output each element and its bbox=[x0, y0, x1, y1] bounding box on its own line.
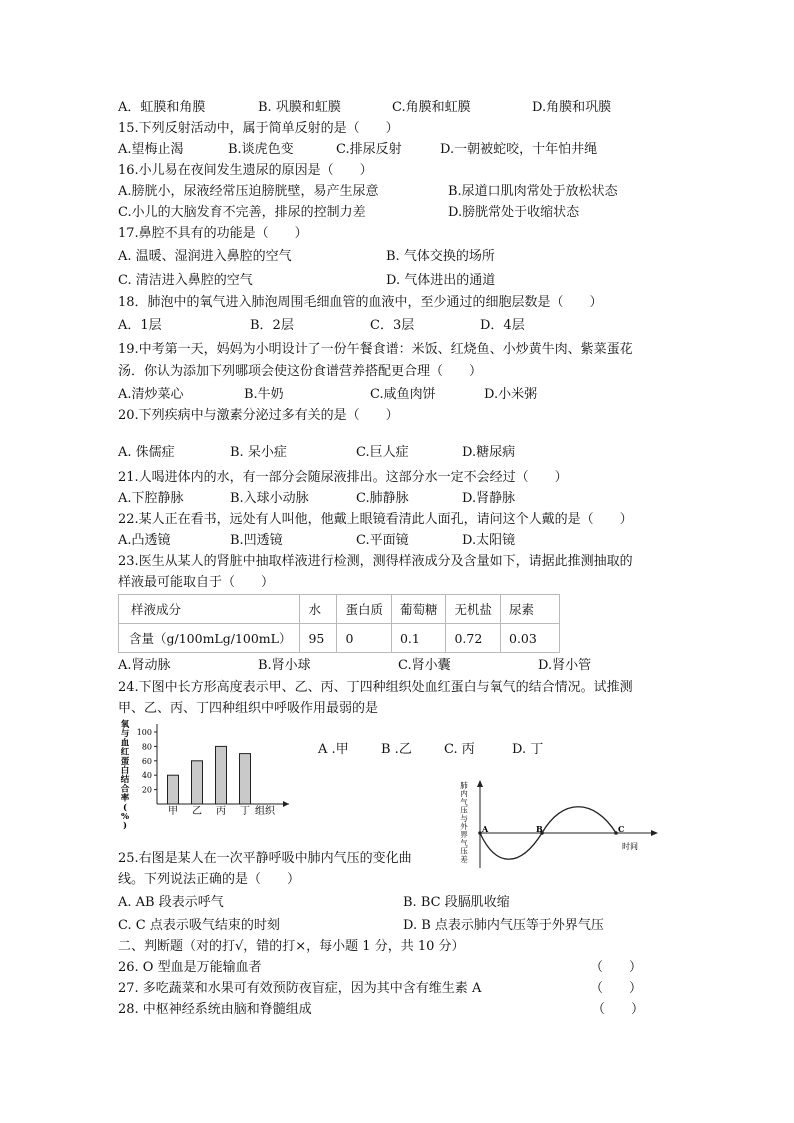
q15-stem: 15.下列反射活动中，属于简单反射的是（ ） bbox=[118, 121, 399, 136]
q17-stem: 17.鼻腔不具有的功能是（ ） bbox=[118, 226, 308, 241]
curve-y-label-char: 肺 bbox=[460, 781, 468, 790]
section-heading: 二、判断题（对的打√，错的打×，每小题 1 分，共 10 分） bbox=[118, 939, 465, 954]
bar-丁 bbox=[240, 754, 251, 804]
q24-option-d: D. 丁 bbox=[512, 742, 544, 757]
q16-option-d: D.膀胱常处于收缩状态 bbox=[448, 205, 580, 220]
q22-option-a: A.凸透镜 bbox=[118, 533, 171, 548]
q23-option-d: D.肾小管 bbox=[538, 658, 592, 673]
q19-option-d: D.小米粥 bbox=[484, 387, 538, 402]
curve-y-label-char: 外 bbox=[460, 822, 468, 831]
q25-option-c: C. C 点表示吸气结束的时刻 bbox=[118, 918, 280, 933]
y-axis-label-char: 率 bbox=[120, 793, 130, 804]
table-header-cell: 葡萄糖 bbox=[391, 595, 446, 624]
table-header-cell: 样液成分 bbox=[119, 595, 300, 624]
bar-丙 bbox=[216, 746, 227, 804]
point-c-label: C bbox=[618, 824, 625, 834]
point-a-label: A bbox=[482, 824, 489, 834]
q25-stem-line1: 25.右图是某人在一次平静呼吸中肺内气压的变化曲 bbox=[118, 851, 412, 866]
table-cell: 0.1 bbox=[391, 624, 446, 653]
q18-option-b: B．2层 bbox=[250, 318, 294, 333]
q20-option-a: A. 侏儒症 bbox=[118, 445, 175, 460]
table-header-cell: 无机盐 bbox=[446, 595, 501, 624]
bar-乙 bbox=[192, 761, 203, 804]
q14-option-b: B. 巩膜和虹膜 bbox=[258, 100, 341, 115]
x-category-label: 甲 bbox=[168, 806, 178, 817]
table-header-cell: 尿素 bbox=[501, 595, 560, 624]
q14-option-c: C.角膜和虹膜 bbox=[392, 100, 471, 115]
curve-y-label-char: 气 bbox=[460, 838, 468, 848]
table-header-cell: 蛋白质 bbox=[337, 595, 392, 624]
q21-stem: 21.人喝进体内的水，有一部分会随尿液排出。这部分水一定不会经过（ ） bbox=[118, 470, 568, 485]
q15-option-a: A.望梅止渴 bbox=[118, 142, 184, 157]
judge-item-27: 27. 多吃蔬菜和水果可有效预防夜盲症，因为其中含有维生素 A bbox=[118, 981, 482, 996]
chart-x-axis-label: 组织 bbox=[255, 806, 275, 817]
curve-y-label-char: 内 bbox=[460, 789, 468, 799]
q25-stem-line2: 线。下列说法正确的是（ ） bbox=[118, 872, 301, 887]
q22-option-d: D.太阳镜 bbox=[462, 533, 516, 548]
sample-composition-table bbox=[118, 594, 560, 653]
point-b-label: B bbox=[536, 824, 543, 834]
chart-y-axis-label bbox=[121, 719, 130, 831]
q17-option-b: B. 气体交换的场所 bbox=[386, 249, 495, 264]
q19-option-c: C.咸鱼肉饼 bbox=[370, 387, 436, 402]
q20-option-c: C.巨人症 bbox=[356, 445, 409, 460]
table-header-cell: 水 bbox=[300, 595, 337, 624]
q16-stem: 16.小儿易在夜间发生遗尿的原因是（ ） bbox=[118, 163, 373, 178]
curve-y-label-char: 压 bbox=[460, 846, 468, 856]
q17-option-c: C. 清洁进入鼻腔的空气 bbox=[118, 273, 253, 288]
q18-option-c: C．3层 bbox=[370, 318, 415, 333]
q20-option-b: B. 呆小症 bbox=[230, 445, 287, 460]
q15-option-b: B.谈虎色变 bbox=[228, 142, 294, 157]
x-axis-arrow-icon bbox=[651, 830, 658, 836]
q20-option-d: D.糖尿病 bbox=[462, 445, 516, 460]
y-axis-label-char: 蛋 bbox=[120, 756, 130, 767]
y-tick-label: 40 bbox=[141, 771, 152, 781]
q17-option-d: D. 气体进出的通道 bbox=[386, 273, 496, 288]
q23-stem-line1: 23.医生从某人的肾脏中抽取样液进行检测，测得样液成分及含量如下，请据此推测抽取的 bbox=[118, 554, 633, 569]
q20-stem: 20.下列疾病中与激素分泌过多有关的是（ ） bbox=[118, 408, 399, 423]
q25-option-b: B. BC 段膈肌收缩 bbox=[403, 895, 510, 910]
q25-option-d: D. B 点表示肺内气压等于外界气压 bbox=[403, 918, 604, 933]
judge-blank-28: （ ） bbox=[592, 1002, 645, 1017]
q18-stem: 18．肺泡中的氧气进入肺泡周围毛细血管的血液中，至少通过的细胞层数是（ ） bbox=[118, 295, 603, 310]
q24-option-c: C. 丙 bbox=[444, 742, 475, 757]
q24-stem-line2: 甲、乙、丙、丁四种组织中呼吸作用最弱的是 bbox=[118, 701, 379, 716]
y-axis-label-char: 血 bbox=[120, 738, 130, 749]
judge-blank-27: （ ） bbox=[590, 981, 643, 996]
q15-option-d: D.一朝被蛇咬，十年怕井绳 bbox=[440, 142, 598, 157]
q21-option-d: D.肾静脉 bbox=[462, 491, 516, 506]
judge-item-26: 26. O 型血是万能输血者 bbox=[118, 960, 262, 975]
table-cell: 95 bbox=[300, 624, 337, 653]
q24-option-a: A .甲 bbox=[318, 742, 349, 757]
q14-option-a: A．虹膜和角膜 bbox=[118, 100, 206, 115]
y-axis-label-char: 红 bbox=[120, 747, 130, 758]
q22-option-c: C.平面镜 bbox=[356, 533, 409, 548]
q17-option-a: A. 温暖、湿润进入鼻腔的空气 bbox=[118, 249, 292, 264]
y-axis-label-char: ) bbox=[122, 821, 128, 832]
q19-stem-line1: 19.中考第一天，妈妈为小明设计了一份午餐食谱：米饭、红烧鱼、小炒黄牛肉、紫菜蛋花 bbox=[118, 342, 633, 357]
q23-stem-line2: 样液最可能取自于（ ） bbox=[118, 575, 275, 590]
y-axis-label-char: % bbox=[120, 812, 130, 822]
oxygen-binding-bar-chart bbox=[115, 718, 295, 832]
table-cell: 0.03 bbox=[501, 624, 560, 653]
x-category-label: 乙 bbox=[192, 806, 202, 817]
y-axis-arrow-icon bbox=[477, 780, 483, 787]
q21-option-a: A.下腔静脉 bbox=[118, 491, 184, 506]
table-header-row bbox=[119, 595, 560, 624]
judge-item-28: 28. 中枢神经系统由脑和脊髓组成 bbox=[118, 1002, 312, 1017]
q23-option-a: A.肾动脉 bbox=[118, 658, 171, 673]
q22-option-b: B.凹透镜 bbox=[230, 533, 283, 548]
y-axis-label-char: ( bbox=[122, 802, 128, 813]
judge-blank-26: （ ） bbox=[590, 960, 643, 975]
q22-stem: 22.某人正在看书，远处有人叫他，他戴上眼镜看清此人面孔，请问这个人戴的是（ ） bbox=[118, 512, 633, 527]
x-category-label: 丁 bbox=[240, 806, 250, 817]
q24-stem-line1: 24.下图中长方形高度表示甲、乙、丙、丁四种组织处血红蛋白与氧气的结合情况。试推测 bbox=[118, 680, 633, 695]
y-tick-label: 20 bbox=[141, 785, 152, 795]
q18-option-a: A．1层 bbox=[118, 318, 162, 333]
q19-stem-line2: 汤．你认为添加下列哪项会使这份食谱营养搭配更合理（ ） bbox=[118, 364, 483, 379]
table-cell: 0.72 bbox=[446, 624, 501, 653]
q16-option-a: A.膀胱小，尿液经常压迫膀胱壁，易产生尿意 bbox=[118, 184, 379, 199]
curve-y-axis-label bbox=[460, 780, 468, 864]
curve-x-axis-label: 时间 bbox=[622, 842, 638, 851]
y-axis-label-char: 氧 bbox=[120, 720, 130, 730]
y-tick-label: 80 bbox=[141, 742, 152, 752]
q16-option-b: B.尿道口肌肉常处于放松状态 bbox=[448, 184, 618, 199]
q23-option-b: B.肾小球 bbox=[258, 658, 311, 673]
q21-option-c: C.肺静脉 bbox=[356, 491, 409, 506]
table-row bbox=[119, 624, 560, 653]
x-category-label: 丙 bbox=[216, 806, 226, 817]
y-tick-label: 60 bbox=[141, 756, 152, 766]
q21-option-b: B.入球小动脉 bbox=[230, 491, 309, 506]
curve-y-label-char: 界 bbox=[460, 830, 468, 840]
q16-option-c: C.小儿的大脑发育不完善，排尿的控制力差 bbox=[118, 205, 366, 220]
y-axis-label-char: 合 bbox=[120, 784, 130, 795]
q18-option-d: D．4层 bbox=[480, 318, 525, 333]
y-axis-label-char: 结 bbox=[120, 775, 130, 786]
curve-y-label-char: 与 bbox=[460, 813, 468, 823]
curve-y-label-char: 差 bbox=[460, 854, 468, 864]
table-cell: 含量（g/100mLg/100mL） bbox=[119, 624, 300, 653]
y-tick-label: 100 bbox=[136, 728, 152, 737]
x-axis-arrow-icon bbox=[283, 801, 289, 807]
lung-pressure-curve bbox=[452, 776, 668, 872]
q23-option-c: C.肾小囊 bbox=[398, 658, 451, 673]
q14-option-d: D.角膜和巩膜 bbox=[532, 100, 612, 115]
curve-y-label-char: 压 bbox=[460, 805, 468, 815]
q15-option-c: C.排尿反射 bbox=[336, 142, 402, 157]
q25-option-a: A. AB 段表示呼气 bbox=[118, 895, 224, 910]
y-axis-label-char: 白 bbox=[120, 766, 130, 776]
bar-甲 bbox=[168, 775, 179, 804]
curve-y-label-char: 气 bbox=[460, 797, 468, 807]
y-axis-label-char: 与 bbox=[120, 729, 130, 740]
q19-option-a: A.清炒菜心 bbox=[118, 387, 184, 402]
table-cell: 0 bbox=[337, 624, 392, 653]
q19-option-b: B.牛奶 bbox=[244, 387, 284, 402]
q24-option-b: B .乙 bbox=[381, 742, 412, 757]
